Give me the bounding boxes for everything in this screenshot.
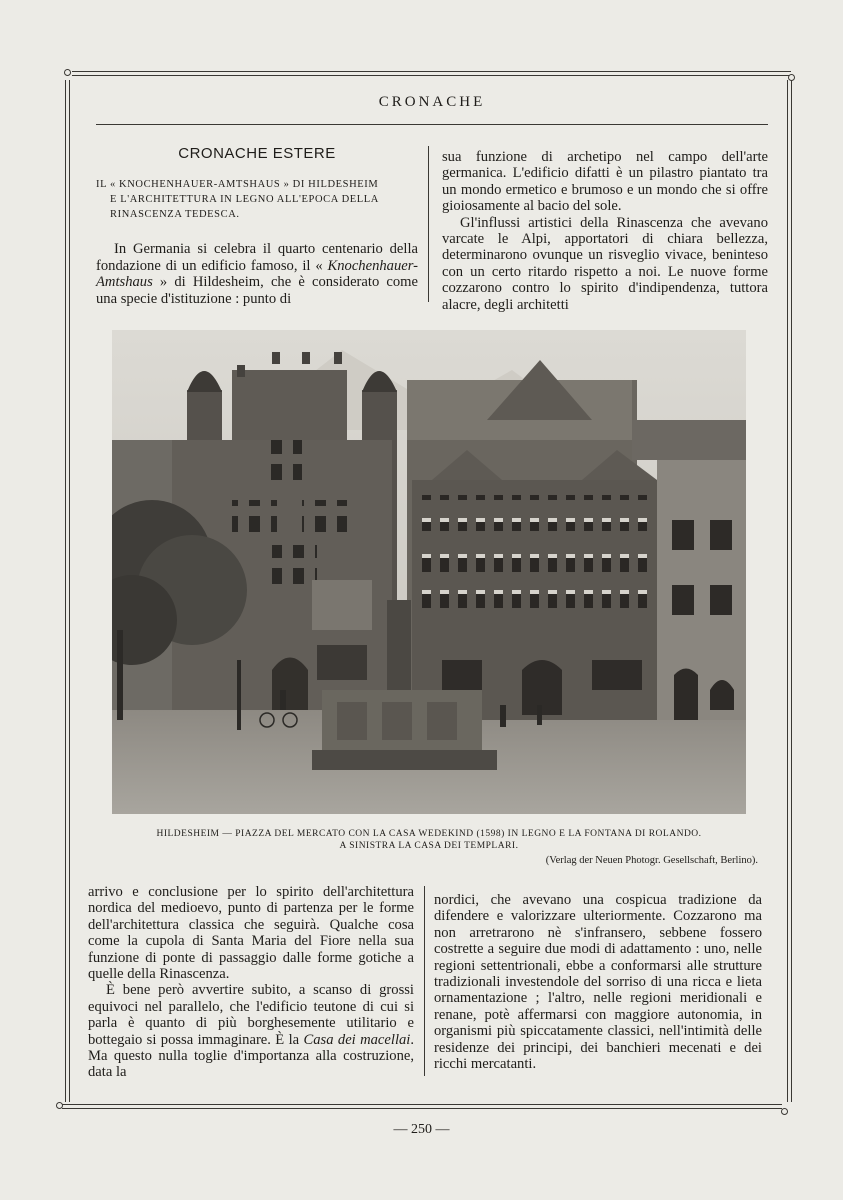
hildesheim-market-photo	[112, 330, 746, 814]
page-number: — 250 —	[393, 1122, 450, 1137]
italic-title: Casa dei macellai	[303, 1031, 411, 1048]
paragraph	[88, 982, 414, 1080]
text-span: » di Hildesheim, che è considerato come una specie d'istituzione : punto di	[96, 274, 418, 307]
text-span: In Germania si celebra il quarto centenario della fondazione di un edificio famoso, il «	[96, 241, 418, 274]
caption-line: HILDESHEIM — PIAZZA DEL MERCATO CON LA CASA WEDEKIND (1598) IN LEGNO E LA FONTANA DI ROLANDO.	[156, 829, 702, 839]
top-right-column	[442, 149, 768, 313]
bottom-left-column	[88, 884, 414, 1081]
column-divider	[428, 146, 429, 302]
text-span: È bene però avvertire subito, a scanso di grossi equivoci nel parallelo, che l'edificio teutone di cui si parla è quanto di più borghesemente utilitario e bottegaio si possa immaginare. È la	[88, 982, 414, 1048]
frame-corner-ornament	[788, 74, 795, 81]
frame-corner-ornament	[781, 1108, 788, 1115]
photo-illustration	[112, 330, 746, 814]
photo-caption	[112, 828, 746, 852]
subhead-line: E L'ARCHITETTURA IN LEGNO ALL'EPOCA DELLA	[110, 194, 379, 206]
frame-left-rule-inner	[69, 80, 70, 1102]
top-left-column	[96, 146, 418, 307]
section-title: CRONACHE ESTERE	[178, 145, 336, 162]
paragraph: sua funzione di archetipo nel campo dell'arte germanica. L'edificio difatti è un pilastro piantato tra un mondo ermetico e brumoso e un mondo che si offre gioiosamente al bacio del sole.	[442, 149, 768, 215]
running-head-rule	[96, 124, 768, 125]
paragraph: arrivo e conclusione per lo spirito dell'architettura nordica del medioevo, punto di partenza per le forme dell'architettura classica che seguirà. Qualche cosa come la cupola di Santa Maria del Fiore nella sua funzione di ponte di passaggio dalle forme gotiche a quelle della Rinascenza.	[88, 884, 414, 983]
paragraph: Gl'influssi artistici della Rinascenza che avevano varcate le Alpi, apportatori di chiara bellezza, determinarono ovunque un risveglio vivace, beninteso con un certo ritardo rispetto a noi. Le nuove forme cozzarono contro lo spirito d'indipendenza, tuttora alacre, degli architetti	[442, 214, 768, 313]
paragraph: nordici, che avevano una cospicua tradizione da difendere e valorizzare ulteriormente. Cozzarono ma non arretrarono nè s'infransero, sebbene fossero costrette a seguire due modi di adattamento : uno, nelle regioni settentrionali, ebbe a conformarsi alle strutture tradizionali investendole del sorriso di una ricca e lieta ornamentazione ; l'altro, nelle regioni meridionali e renane, potè affermarsi con maggiore autonomia, in organismi più spiccatamente classici, nell'intimità delle residenze dei principi, dei banchieri mecenati e dei ricchi mercatanti.	[434, 892, 762, 1073]
italic-title: Knochenhauer-Amtshaus	[96, 257, 418, 291]
subhead-line: IL « KNOCHENHAUER-AMTSHAUS » DI HILDESHEIM	[96, 179, 379, 191]
photo-credit: (Verlag der Neuen Photogr. Gesellschaft, Berlino).	[545, 855, 758, 866]
frame-corner-ornament	[64, 69, 71, 76]
text-span: . Ma questo nulla toglie d'importanza alla costruzione, data la	[88, 1031, 415, 1081]
bottom-right-column	[434, 892, 762, 1072]
frame-top-rule-inner	[72, 75, 791, 76]
frame-bottom-rule-inner	[62, 1108, 782, 1109]
frame-right-rule-inner	[791, 80, 792, 1102]
article-subhead	[96, 177, 418, 222]
frame-bottom-rule	[62, 1104, 782, 1105]
intro-paragraph	[96, 241, 418, 307]
frame-right-rule	[787, 80, 788, 1102]
column-divider	[424, 886, 425, 1076]
running-head: CRONACHE	[378, 94, 486, 110]
frame-top-rule	[72, 71, 791, 72]
caption-line: A SINISTRA LA CASA DEI TEMPLARI.	[339, 841, 519, 851]
frame-left-rule	[65, 80, 66, 1102]
frame-corner-ornament	[56, 1102, 63, 1109]
subhead-line: RINASCENZA TEDESCA.	[110, 209, 240, 221]
